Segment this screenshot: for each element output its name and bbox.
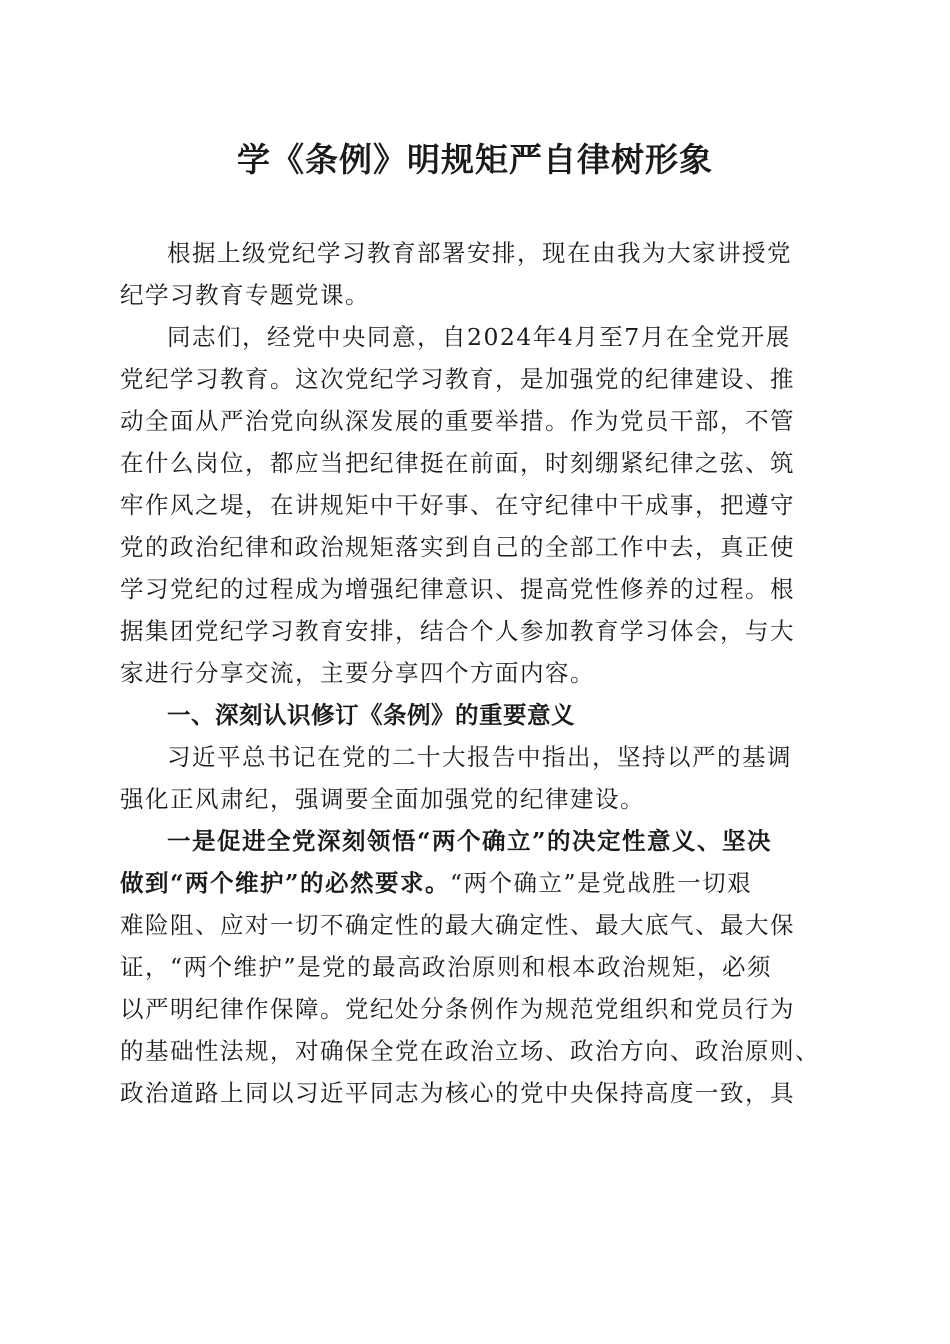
text-line: 动全面从严治党向纵深发展的重要举措。作为党员干部，不管 [120, 407, 795, 435]
bold-text-run: 做到“两个维护”的必然要求。 [120, 869, 451, 897]
text-line: 证，“两个维护”是党的最高政治原则和根本政治规矩，必须 [120, 953, 773, 981]
text-line: 据集团党纪学习教育安排，结合个人参加教育学习体会，与大 [120, 617, 795, 645]
text-line: 政治道路上同以习近平同志为核心的党中央保持高度一致，具 [120, 1079, 795, 1107]
text-line: 党纪学习教育。这次党纪学习教育，是加强党的纪律建设、推 [120, 365, 795, 393]
text-line: 党的政治纪律和政治规矩落实到自己的全部工作中去，真正使 [120, 533, 795, 561]
text-line: 同志们，经党中央同意，自2024年4月至7月在全党开展 [167, 323, 791, 351]
text-line: 在什么岗位，都应当把纪律挺在前面，时刻绷紧纪律之弦、筑 [120, 449, 795, 477]
text-line: 以严明纪律作保障。党纪处分条例作为规范党组织和党员行为 [120, 995, 795, 1023]
document-title: 学《条例》明规矩严自律树形象 [237, 140, 713, 179]
bold-text-line: 一是促进全党深刻领悟“两个确立”的决定性意义、坚决 [167, 827, 773, 855]
section-heading: 一、深刻认识修订《条例》的重要意义 [167, 701, 575, 729]
document-body [120, 232, 830, 1114]
text-line: 习近平总书记在党的二十大报告中指出，坚持以严的基调 [167, 743, 792, 771]
text-run: “两个确立”是党战胜一切艰 [450, 869, 753, 897]
text-line: 难险阻、应对一切不确定性的最大确定性、最大底气、最大保 [120, 911, 795, 939]
text-line: 牢作风之堤，在讲规矩中干好事、在守纪律中干成事，把遵守 [120, 491, 795, 519]
text-line: 学习党纪的过程成为增强纪律意识、提高党性修养的过程。根 [120, 575, 795, 603]
paragraph-quote [120, 736, 830, 820]
paragraph-point-one [120, 820, 830, 1114]
paragraph-intro [120, 232, 830, 316]
paragraph-background [120, 316, 830, 694]
text-line: 家进行分享交流，主要分享四个方面内容。 [120, 659, 595, 687]
text-line: 纪学习教育专题党课。 [120, 281, 370, 309]
text-line: 根据上级党纪学习教育部署安排，现在由我为大家讲授党 [167, 239, 792, 267]
mixed-text-line [120, 862, 830, 904]
text-line: 的基础性法规，对确保全党在政治立场、政治方向、政治原则、 [120, 1037, 820, 1065]
text-line: 强化正风肃纪，强调要全面加强党的纪律建设。 [120, 785, 645, 813]
